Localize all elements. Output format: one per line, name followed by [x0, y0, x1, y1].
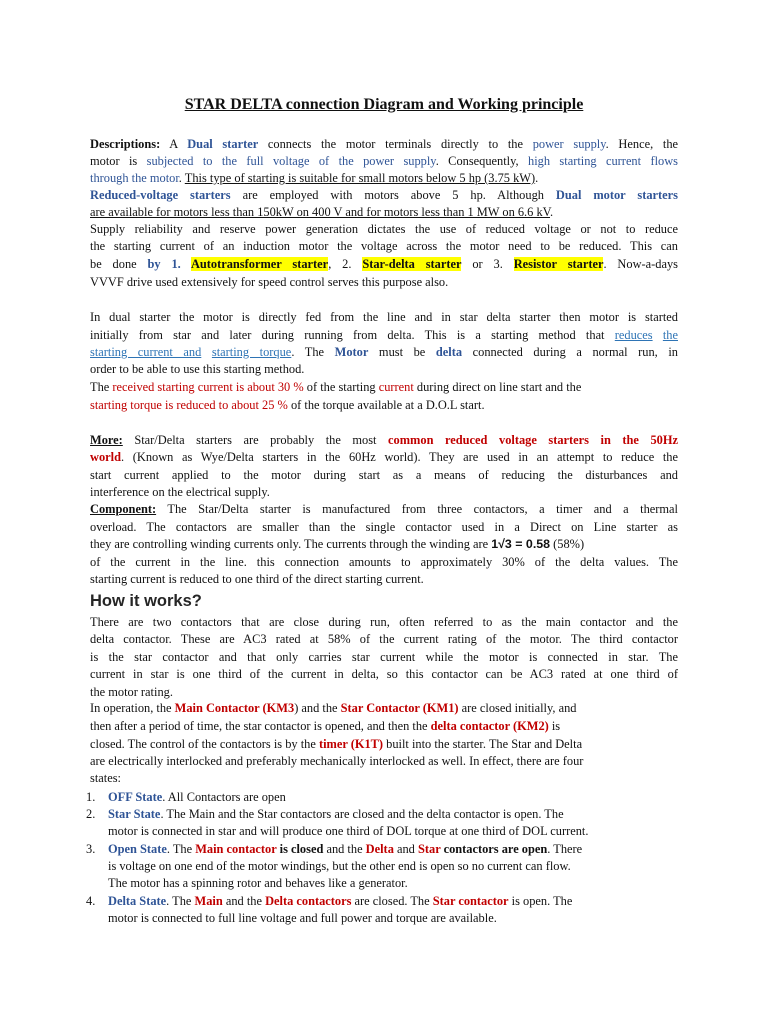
text-line: then after a period of time, the star contactor is opened, and then the delta contactor (KM2) is: [90, 719, 561, 733]
the-link[interactable]: the: [662, 328, 678, 342]
text-line: are electrically interlocked and preferably mechanically interlocked as well. In effect, there are four: [90, 754, 584, 768]
text-line: they are controlling winding currents only. The currents through the winding are 1√3 = 0.58 (58%): [90, 537, 585, 551]
dual-starter-term: Dual starter: [187, 137, 259, 151]
list-number: 4.: [86, 894, 96, 908]
text-line: be done by 1. Autotransformer starter, 2. Star-delta starter or 3. Resistor starter. Now-a-days: [90, 257, 678, 271]
text-line: delta contactor. These are AC3 rated at 58% of the current rating of the motor. The third contactor: [90, 632, 678, 646]
text-line: motor is connected to full line voltage and full power and torque are available.: [108, 911, 497, 925]
list-number: 2.: [86, 807, 96, 821]
text-line: VVVF drive used extensively for speed control serves this purpose also.: [90, 275, 449, 289]
descriptions-label: Descriptions:: [90, 137, 161, 151]
text-line: The motor has a spinning rotor and behaves like a generator.: [108, 876, 408, 890]
text-line: motor is subjected to the full voltage of the power supply. Consequently, high starting current flows: [90, 154, 678, 168]
starting-torque-link[interactable]: starting torque: [211, 345, 292, 359]
text-line: starting current and starting torque. The Motor must be delta connected during a normal run, in: [90, 345, 678, 359]
page-title: STAR DELTA connection Diagram and Working principle: [184, 96, 584, 113]
list-number: 3.: [86, 842, 96, 856]
text-line: Delta State. The Main and the Delta contactors are closed. The Star contactor is open. The: [108, 894, 573, 908]
text-line: Descriptions: A Dual starter connects the motor terminals directly to the power supply. Hence, the: [90, 137, 679, 151]
star-delta-highlight: Star-delta starter: [362, 257, 462, 271]
text-line: of the current in the line. this connection amounts to approximately 30% of the delta values. The: [90, 555, 678, 569]
text-line: is voltage on one end of the motor windings, but the other end is open so no current can flow.: [108, 859, 571, 873]
text-line: the motor rating.: [90, 685, 173, 699]
power-supply-term: power supply: [532, 137, 606, 151]
starting-current-link[interactable]: starting current and: [90, 345, 202, 359]
text-line: starting current is reduced to one third of the direct starting current.: [90, 572, 424, 586]
text-line: There are two contactors that are close during run, often referred to as the main contactor and the: [90, 615, 678, 629]
text-line: current in star is one third of the current in delta, so this contactor can be AC3 rated at one third of: [90, 667, 678, 681]
how-it-works-heading: How it works?: [90, 592, 202, 610]
reduces-link[interactable]: reduces: [614, 328, 653, 342]
text-line: world. (Known as Wye/Delta starters in the 60Hz world). They are used in an attempt to reduce the: [90, 450, 678, 464]
text-line: interference on the electrical supply.: [90, 485, 270, 499]
text-line: In dual starter the motor is directly fed from the line and in star delta starter then motor is started: [90, 310, 678, 324]
text-line: starting torque is reduced to about 25 % of the torque available at a D.O.L start.: [90, 398, 485, 412]
text-line: In operation, the Main Contactor (KM3) and the Star Contactor (KM1) are closed initially, and: [90, 701, 577, 715]
resistor-highlight: Resistor starter: [513, 257, 604, 271]
text-line: More: Star/Delta starters are probably the most common reduced voltage starters in the 50Hz: [90, 433, 678, 447]
text-line: OFF State. All Contactors are open: [108, 790, 286, 804]
text-line: motor is connected in star and will produce one third of DOL torque at one third of DOL current.: [108, 824, 589, 838]
text-line: Reduced-voltage starters are employed with motors above 5 hp. Although Dual motor starters: [90, 188, 678, 202]
text-line: Star State. The Main and the Star contactors are closed and the delta contactor is open. The: [108, 807, 564, 821]
text-line: is the star contactor and that only carries star current while the motor is connected in star. The: [90, 650, 678, 664]
text-line: are available for motors less than 150kW on 400 V and for motors less than 1 MW on 6.6 kV.: [90, 205, 554, 219]
text-line: start current applied to the motor during start as a means of reducing the disturbances and: [90, 468, 678, 482]
text-line: order to be able to use this starting method.: [90, 362, 305, 376]
text-line: through the motor. This type of starting is suitable for small motors below 5 hp (3.75 kW).: [90, 171, 539, 185]
text-line: Open State. The Main contactor is closed and the Delta and Star contactors are open. There: [108, 842, 583, 856]
text-line: The received starting current is about 30 % of the starting current during direct on line start and the: [90, 380, 582, 394]
more-label: More:: [90, 433, 123, 447]
text-line: closed. The control of the contactors is by the timer (K1T) built into the starter. The Star and Delta: [90, 737, 583, 751]
text-line: Supply reliability and reserve power generation dictates the use of reduced voltage or not to reduce: [90, 222, 678, 236]
text-line: initially from star and later during running from delta. This is a starting method that reduces the: [90, 328, 678, 342]
list-number: 1.: [86, 790, 96, 804]
text-line: overload. The contactors are smaller than the single contactor used in a Direct on Line starter as: [90, 520, 678, 534]
text-line: states:: [90, 771, 121, 785]
autotransformer-highlight: Autotransformer starter: [190, 257, 329, 271]
text-line: the starting current of an induction motor the voltage across the motor need to be reduced. This can: [90, 239, 678, 253]
component-label: Component:: [90, 502, 157, 516]
text-line: Component: The Star/Delta starter is manufactured from three contactors, a timer and a thermal: [90, 502, 678, 516]
